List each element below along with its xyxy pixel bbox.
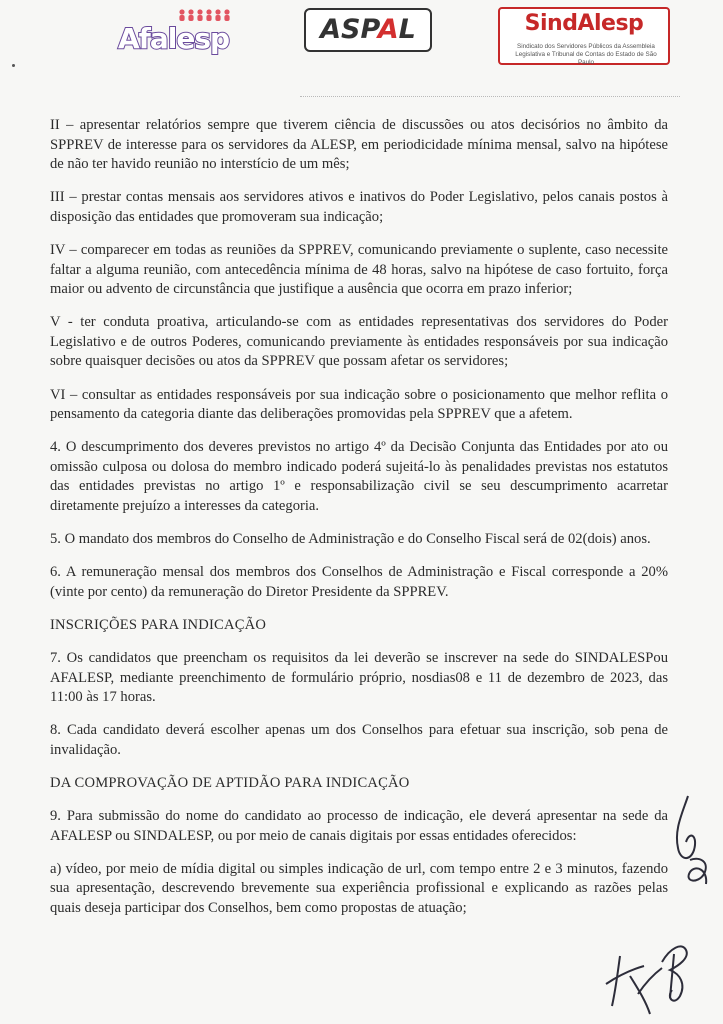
letterhead [0,0,723,80]
scan-speck [12,64,15,67]
paragraph-item-ii: II – apresentar relatórios sempre que tiverem ciência de discussões ou atos decisórios no âmbito da SPPREV de interesse para os servidores da ALESP, em periodicidade mínima mensal, salvo na hipótese de não ter havido reunião no interstício de um mês; [50,117,668,173]
paragraph-clause-8: 8. Cada candidato deverá escolher apenas um dos Conselhos para efetuar sua inscrição, sob pena de invalidação. [50,722,668,758]
aspal-letters-end: L [398,14,416,45]
paragraph-item-v: V - ter conduta proativa, articulando-se com as entidades representativas dos servidores do Poder Legislativo e de outros Poderes, comunicando previamente às entidades responsáveis por sua indicação sobre quaisquer decisões ou atos da SPPREV que possam afetar os servidores; [50,314,668,370]
aspal-logo [304,8,432,52]
sindalesp-tagline: Sindicato dos Servidores Públicos da Assembleia Legislativa e Tribunal de Contas do Estado de São Paulo [515,43,657,66]
aspal-red-letter: A [377,14,399,45]
initials-margin-signature [660,790,716,900]
paragraph-clause-7: 7. Os candidatos que preencham os requisitos da lei deverão se inscrever na sede do SINDALESPou AFALESP, mediante preenchimento de formulário próprio, nosdias08 e 11 de dezembro de 2023, das 11:00 às 17 horas. [50,649,668,706]
paragraph-item-vi: VI – consultar as entidades responsáveis por sua indicação sobre o posicionamento que melhor reflita o pensamento da categoria diante das deliberações promovidas pela SPPREV que a afetem. [50,386,668,423]
afalesp-wordmark: Afalesp [118,22,230,55]
sindalesp-logo [498,7,670,65]
people-icon [176,8,236,22]
paragraph-clause-9: 9. Para submissão do nome do candidato ao processo de indicação, ele deverá apresentar na sede da AFALESP ou SINDALESP, ou por meio de canais digitais por essas entidades oferecidos: [50,808,668,844]
document-body [50,116,668,932]
section-heading-comprovacao: DA COMPROVAÇÃO DE APTIDÃO PARA INDICAÇÃO [50,774,410,791]
initials-footer-signature [600,936,700,1020]
afalesp-logo [118,8,248,54]
paragraph-item-a: a) vídeo, por meio de mídia digital ou simples indicação de url, com tempo entre 2 e 3 minutos, fazendo sua apresentação, descrevendo brevemente sua experiência profissional e explicando as razões pelas quais deseja participar dos Conselhos, bem como propostas de atuação; [50,860,668,916]
paragraph-clause-5: 5. O mandato dos membros do Conselho de Administração e do Conselho Fiscal será de 02(dois) anos. [50,531,651,548]
sindalesp-wordmark: SindAlesp [524,11,644,36]
paragraph-clause-6: 6. A remuneração mensal dos membros dos Conselhos de Administração e Fiscal corresponde a 20% (vinte por cento) da remuneração do Diretor Presidente da SPPREV. [50,564,668,600]
paragraph-item-iii: III – prestar contas mensais aos servidores ativos e inativos do Poder Legislativo, pelos canais postos à disposição das entidades que promoveram sua indicação; [50,189,668,225]
section-heading-inscricoes: INSCRIÇÕES PARA INDICAÇÃO [50,616,267,633]
header-divider [300,96,680,98]
paragraph-item-iv: IV – comparecer em todas as reuniões da SPPREV, comunicando previamente o suplente, caso necessite faltar a alguma reunião, com antecedência mínima de 48 horas, salvo na hipótese de caso fortuito, força maior ou advento de circunstância que justifique a ausência que ocorra em prazo inferior; [50,241,668,298]
aspal-letters: ASP [320,14,378,45]
paragraph-clause-4: 4. O descumprimento dos deveres previstos no artigo 4º da Decisão Conjunta das Entidades por ato ou omissão culposa ou dolosa do membro indicado poderá sujeitá-lo às penalidades previstas nos estatutos das entidades previstas no artigo 1º e responsabilização civil se seu descumprimento acarretar diretamente prejuízo a interesses da categoria. [50,439,668,514]
